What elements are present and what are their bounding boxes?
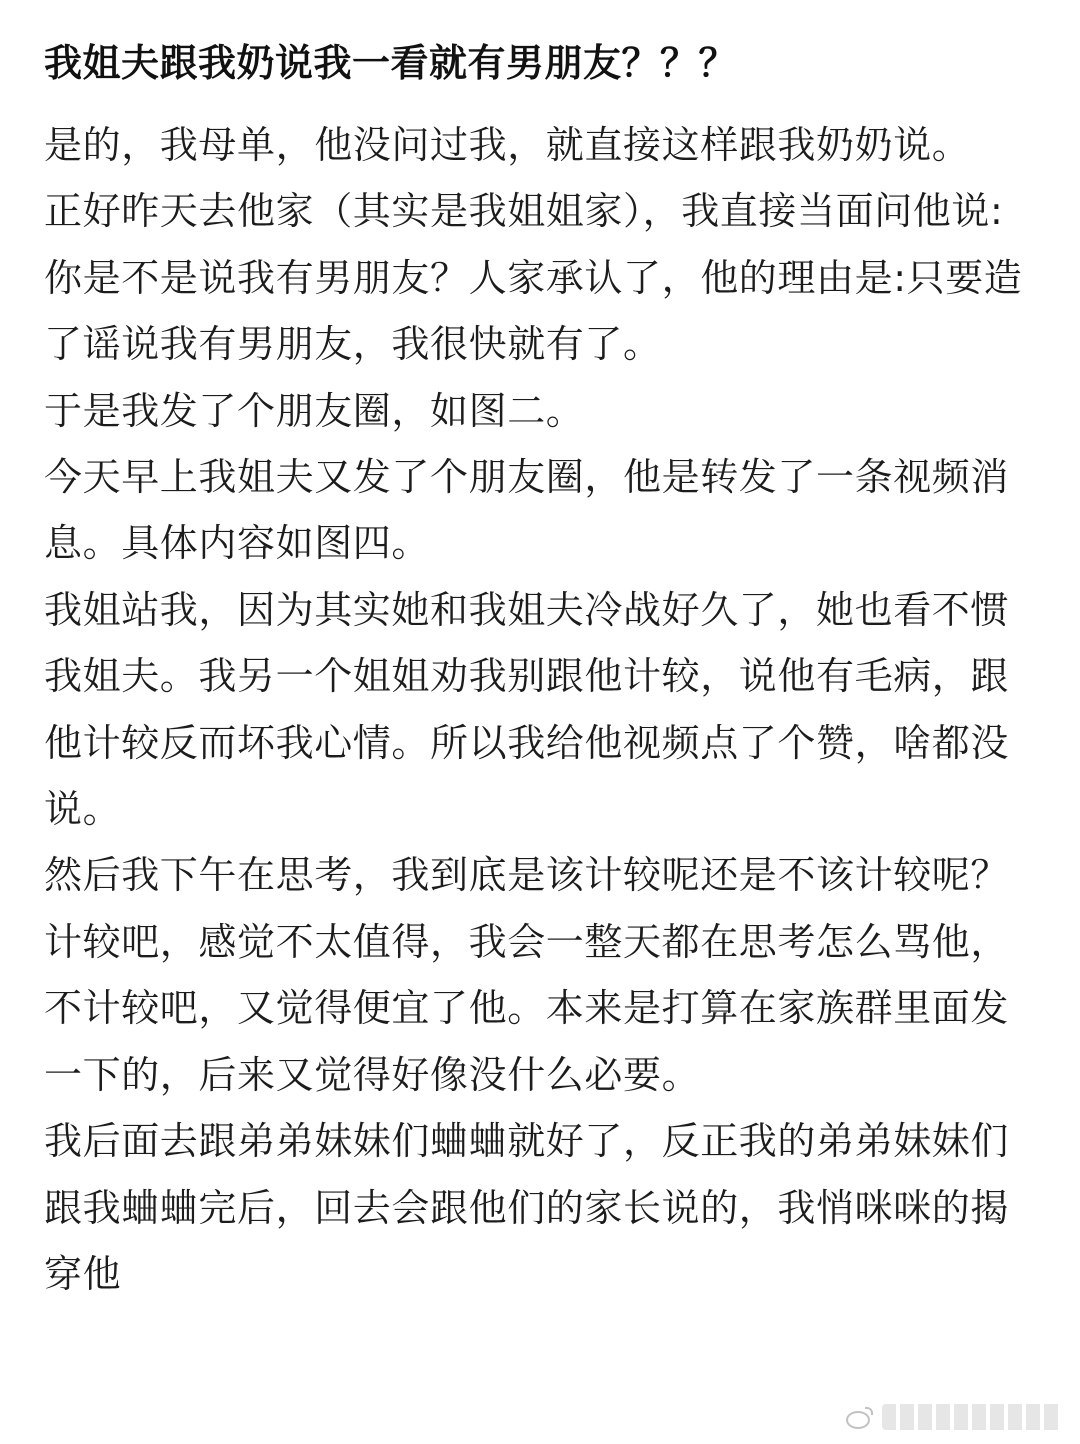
post-paragraph-4: 今天早上我姐夫又发了个朋友圈，他是转发了一条视频消息。具体内容如图四。: [44, 455, 1010, 566]
post-title: 我姐夫跟我奶说我一看就有男朋友？？？: [44, 41, 738, 85]
post-paragraph-3: 于是我发了个朋友圈，如图二。: [44, 388, 585, 433]
post-paragraph-6: 然后我下午在思考，我到底是该计较呢还是不该计较呢？计较吧，感觉不太值得，我会一整天都在思考怎么骂他，不计较吧，又觉得便宜了他。本来是打算在家族群里面发一下的，后来又觉得好像没什么必要。: [44, 853, 1010, 1097]
post-body: [44, 112, 1040, 1307]
post-paragraph-1: 是的，我母单，他没问过我，就直接这样跟我奶奶说。: [44, 123, 971, 167]
weibo-icon: [844, 1407, 874, 1427]
watermark: [844, 1404, 1062, 1430]
watermark-blurred-username: [882, 1404, 1062, 1430]
post-paragraph-7: 我后面去跟弟弟妹妹们蛐蛐就好了，反正我的弟弟妹妹们跟我蛐蛐完后，回去会跟他们的家长说的，我悄咪咪的揭穿他: [44, 1119, 1010, 1296]
post-paragraph-5: 我姐站我，因为其实她和我姐夫冷战好久了，她也看不惯我姐夫。我另一个姐姐劝我别跟他计较，说他有毛病，跟他计较反而坏我心情。所以我给他视频点了个赞，啥都没说。: [44, 587, 1010, 832]
post-paragraph-2: 正好昨天去他家（其实是我姐姐家），我直接当面问他说:你是不是说我有男朋友？人家承认了，他的理由是:只要造了谣说我有男朋友，我很快就有了。: [44, 189, 1023, 367]
